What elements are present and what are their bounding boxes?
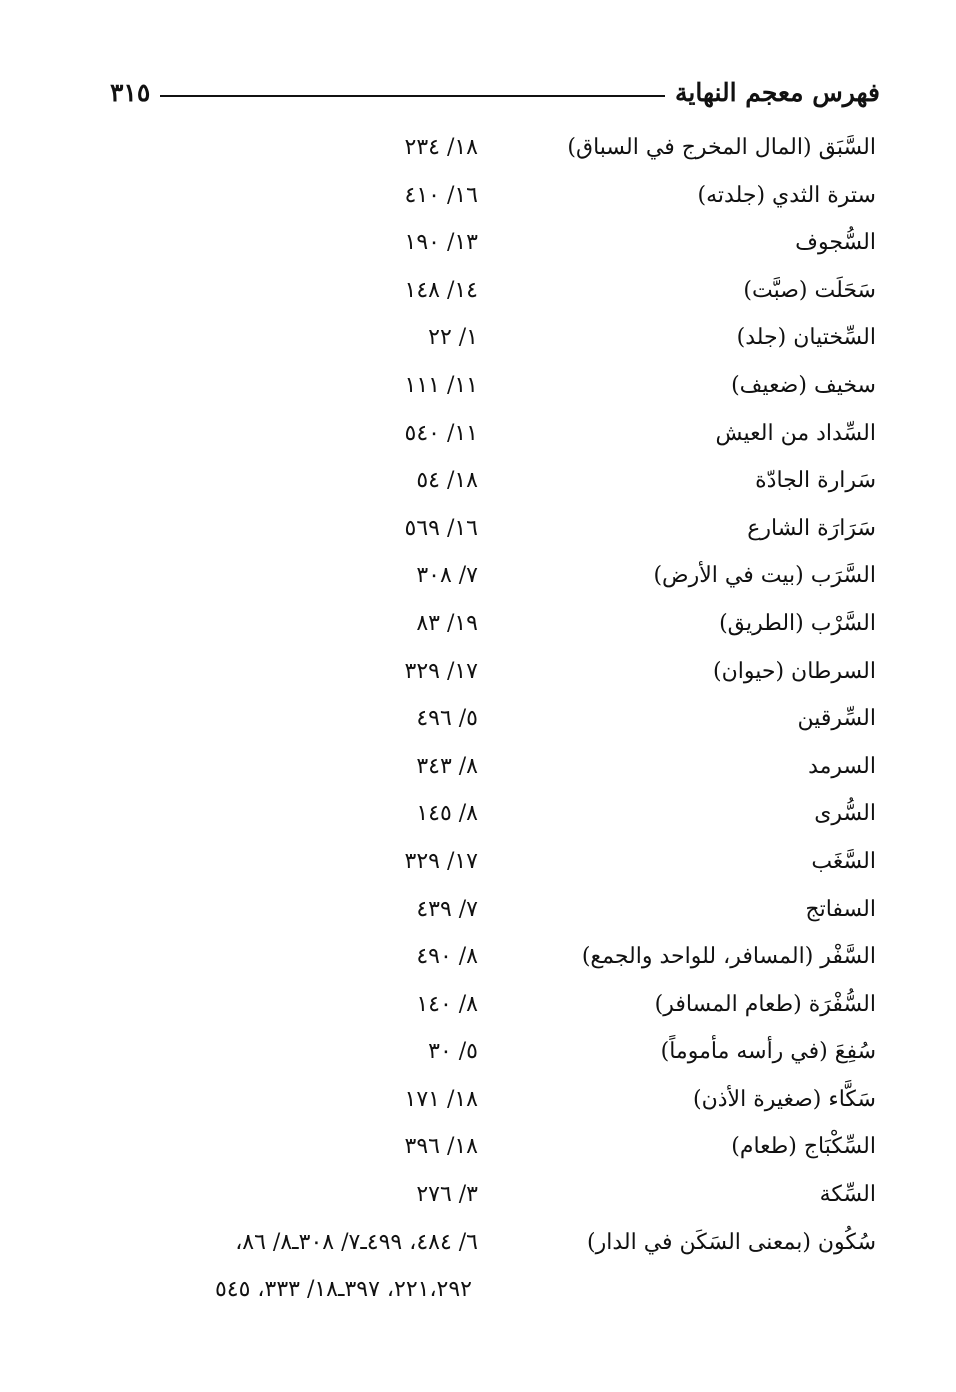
entry-term: السَّرَب (بيت في الأرض) <box>653 563 876 589</box>
entry-reference: ٨/ ٤٩٠ <box>416 944 478 970</box>
page-number: ٣١٥ <box>110 77 151 107</box>
entry-reference: ١٣/ ١٩٠ <box>404 230 478 256</box>
index-entry <box>0 790 956 838</box>
entry-term: السُّفْرَة (طعام المسافر) <box>654 991 876 1017</box>
entry-reference: ٧/ ٤٣٩ <box>416 896 478 922</box>
index-entries <box>0 124 956 1314</box>
entry-term: سَرَارَة الشارع <box>747 515 876 541</box>
index-entry <box>0 1028 956 1076</box>
index-entry <box>0 172 956 220</box>
entry-reference-continued: ٢٢١،٢٩٢، ٣٩٧ـ١٨/ ٣٣٣، ٥٤٥ <box>214 1277 472 1303</box>
index-entry <box>0 362 956 410</box>
index-entry <box>0 981 956 1029</box>
entry-term: السِّختيان (جلد) <box>736 325 876 351</box>
entry-term: السرطان (حيوان) <box>713 658 876 684</box>
entry-term: سترة الثدي (جلدته) <box>697 182 876 208</box>
index-entry <box>0 219 956 267</box>
index-entry <box>0 314 956 362</box>
entry-term: السرمد <box>808 753 876 779</box>
entry-reference: ٥/ ٣٠ <box>428 1039 478 1065</box>
entry-term: السِّكْبَاج (طعام) <box>731 1134 876 1160</box>
index-entry <box>0 743 956 791</box>
entry-term: السُّرى <box>814 801 876 827</box>
entry-reference: ٦/ ٤٨٤، ٤٩٩ـ٧/ ٣٠٨ـ٨/ ٨٦، <box>235 1229 478 1255</box>
entry-reference: ٨/ ١٤٥ <box>416 801 478 827</box>
entry-reference: ١٨/ ٢٣٤ <box>404 135 478 160</box>
entry-reference: ١٦/ ٥٦٩ <box>404 515 478 541</box>
index-entry <box>0 1219 956 1267</box>
entry-reference: ١٦/ ٤١٠ <box>404 182 478 208</box>
entry-term: السفاتج <box>805 896 876 922</box>
entry-reference: ٥/ ٤٩٦ <box>416 706 478 732</box>
index-entry <box>0 410 956 458</box>
entry-term: السِّداد من العيش <box>715 420 876 446</box>
entry-term: السَّغَب <box>811 848 876 874</box>
index-entry <box>0 267 956 315</box>
entry-reference: ٧/ ٣٠٨ <box>416 563 478 589</box>
page-header <box>110 70 880 114</box>
entry-term: السِّكة <box>819 1182 876 1208</box>
index-entry <box>0 457 956 505</box>
entry-reference: ٣/ ٢٧٦ <box>416 1182 478 1208</box>
entry-reference: ٨/ ١٤٠ <box>416 991 478 1017</box>
index-entry <box>0 695 956 743</box>
entry-reference: ١٧/ ٣٢٩ <box>404 848 478 874</box>
index-entry <box>0 933 956 981</box>
entry-term: سُكُون (بمعنى السَكَن في الدار) <box>587 1229 876 1255</box>
entry-term: السُّجوف <box>795 230 876 256</box>
entry-reference: ١١/ ٥٤٠ <box>404 420 478 446</box>
index-entry <box>0 505 956 553</box>
entry-reference: ١٧/ ٣٢٩ <box>404 658 478 684</box>
index-entry <box>0 552 956 600</box>
entry-reference: ١٩/ ٨٣ <box>416 610 478 636</box>
entry-term: سَحَلَت (صبَّت) <box>743 277 876 303</box>
entry-term: السَّرْب (الطريق) <box>719 610 876 636</box>
entry-reference: ١/ ٢٢ <box>428 325 478 351</box>
running-title: فهرس معجم النهاية <box>674 77 880 107</box>
index-entry <box>0 1123 956 1171</box>
entry-term: السَّبَق (المال المخرج في السباق) <box>567 135 876 160</box>
reference-continuation <box>0 1266 956 1314</box>
entry-term: السَّفْر (المسافر، للواحد والجمع) <box>581 944 876 970</box>
entry-reference: ٨/ ٣٤٣ <box>416 753 478 779</box>
entry-term: سخيف (ضعيف) <box>731 372 876 398</box>
index-entry <box>0 1171 956 1219</box>
entry-reference: ١٨/ ٣٩٦ <box>404 1134 478 1160</box>
header-rule <box>160 95 665 97</box>
index-entry <box>0 124 956 172</box>
entry-reference: ١٤/ ١٤٨ <box>404 277 478 303</box>
entry-term: السِّرقين <box>797 706 876 732</box>
entry-term: سَكَّاء (صغيرة الأذن) <box>693 1086 876 1112</box>
index-entry <box>0 886 956 934</box>
index-entry <box>0 1076 956 1124</box>
entry-reference: ١٨/ ٥٤ <box>416 468 478 494</box>
entry-term: سَرارة الجادّة <box>755 468 876 494</box>
index-entry <box>0 600 956 648</box>
index-entry <box>0 648 956 696</box>
entry-reference: ١٨/ ١٧١ <box>404 1086 478 1112</box>
index-entry <box>0 838 956 886</box>
entry-term: سُفِعَ (في رأسه مأموماً) <box>660 1039 876 1065</box>
entry-reference: ١١/ ١١١ <box>404 372 478 398</box>
